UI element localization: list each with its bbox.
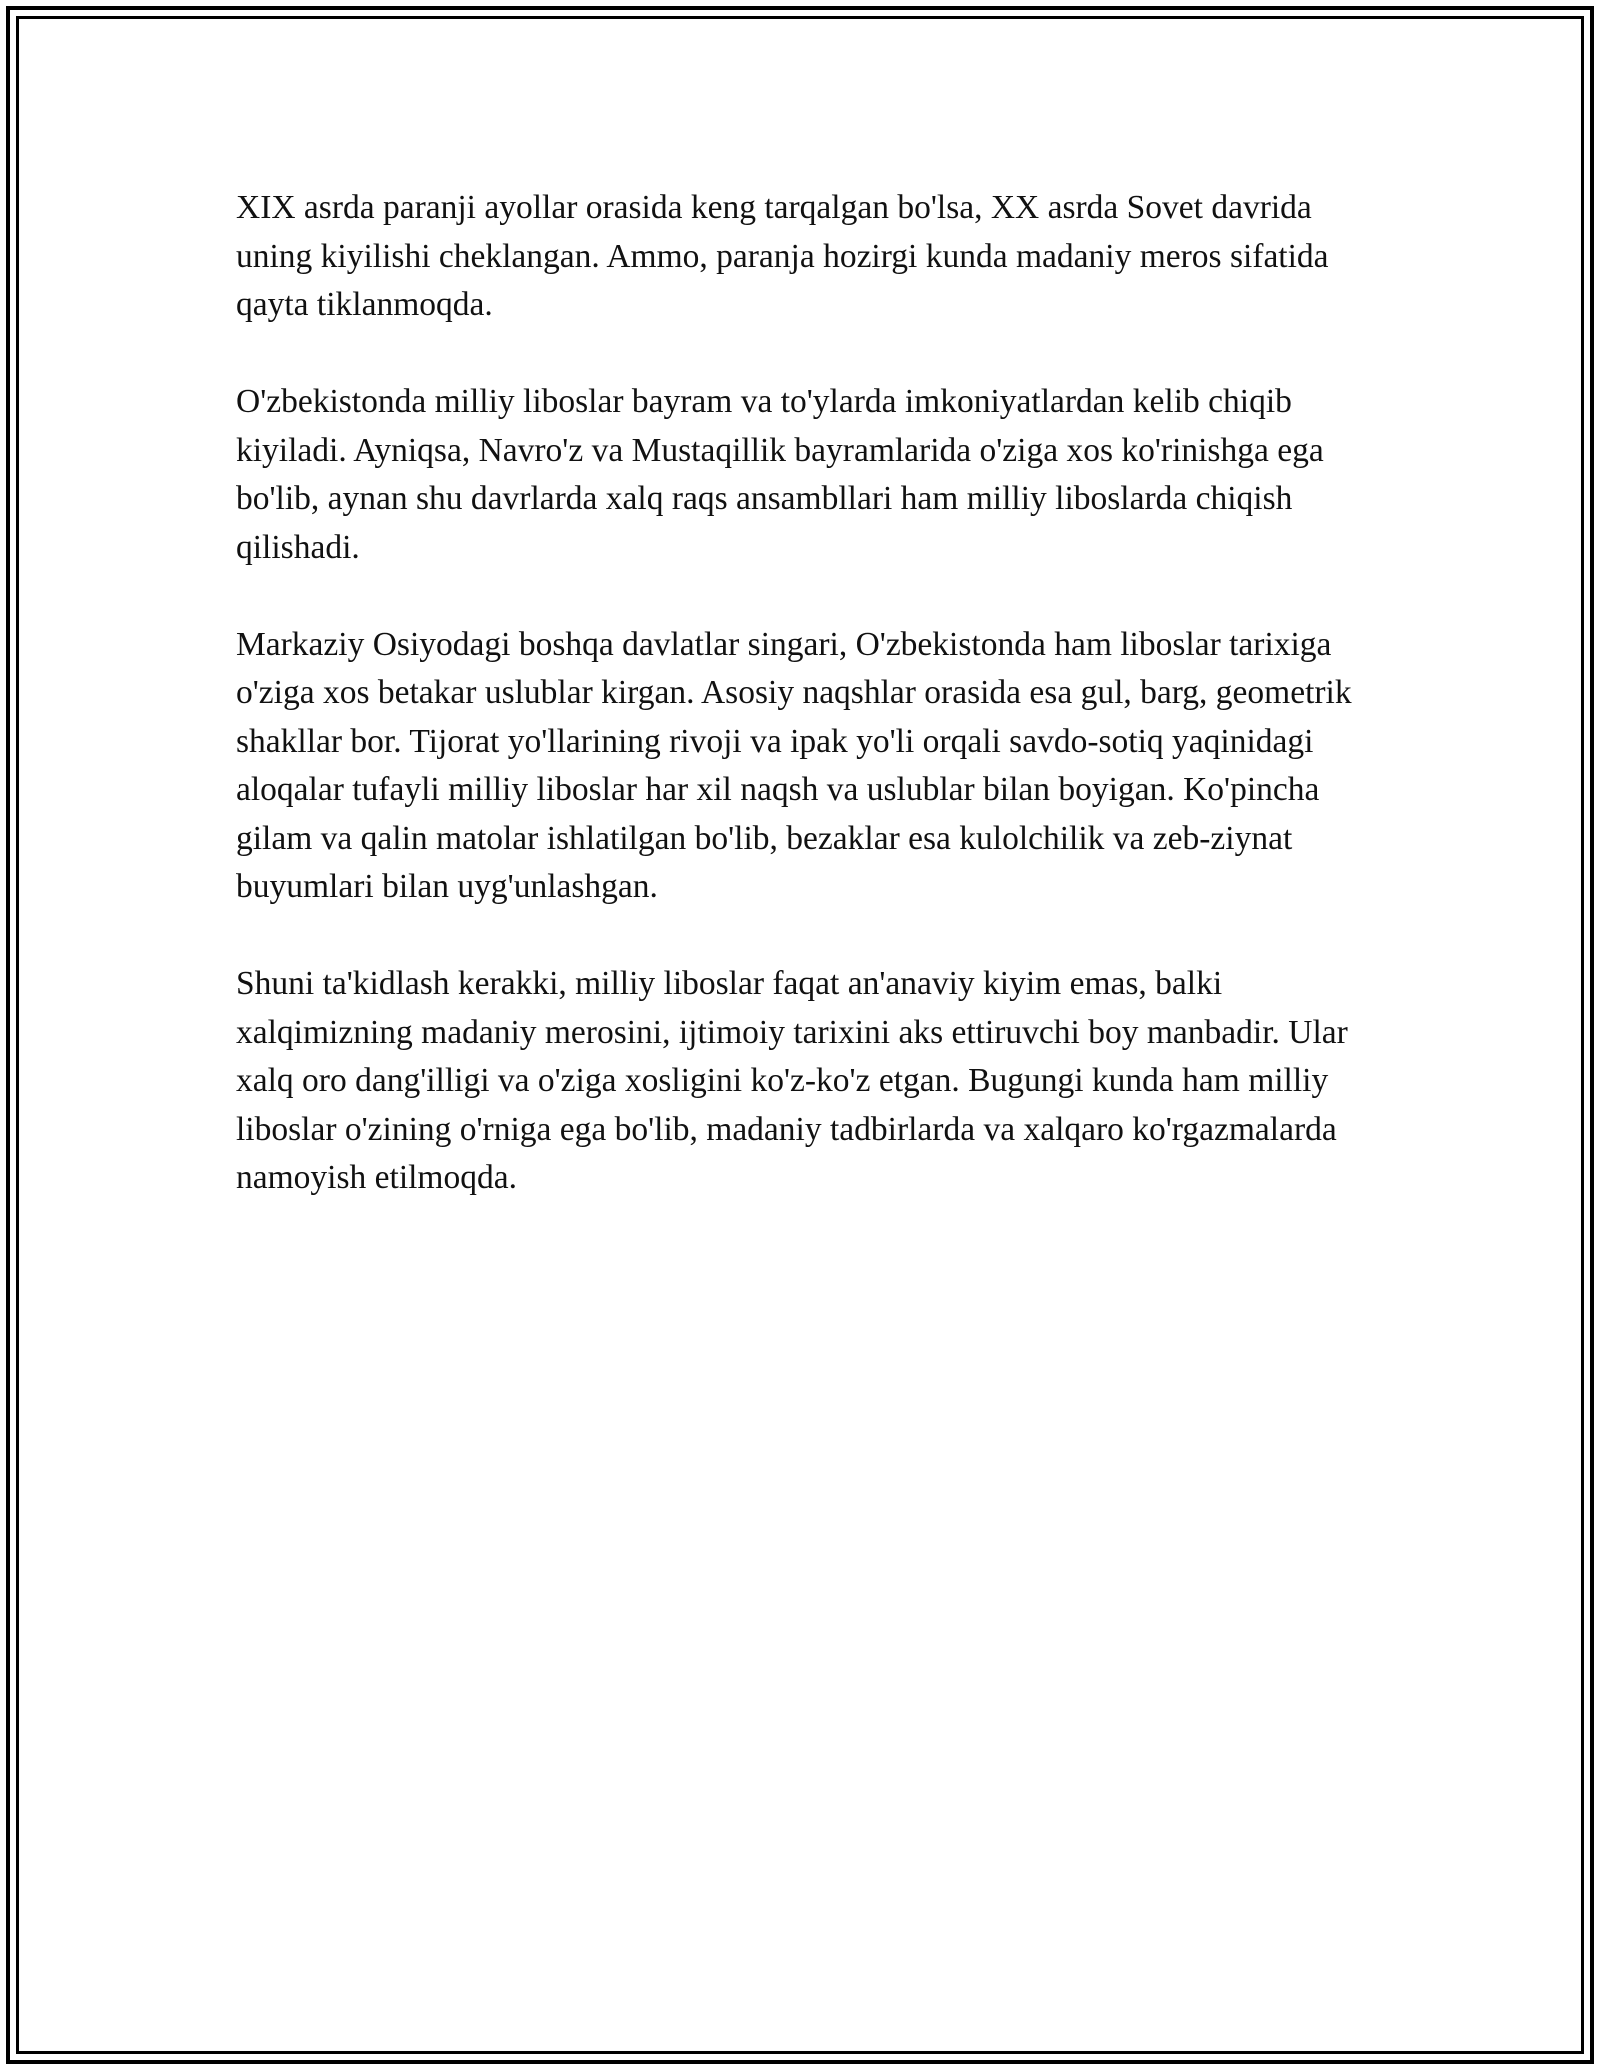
paragraph-4: Shuni ta'kidlash kerakki, milliy liboslar faqat an'anaviy kiyim emas, balki xalqimizning madaniy merosini, ijtimoiy tarixini aks ettiruvchi boy manbadir. Ular xalq oro dang'illigi va o'ziga xosligini ko'z-ko'z etgan. Bugungi kunda ham milliy liboslar o'zining o'rniga ega bo'lib, madaniy tadbirlarda va xalqaro ko'rgazmalarda namoyish etilmoqda. bbox=[236, 965, 1348, 1196]
document-body bbox=[236, 184, 1386, 1251]
paragraph-2: O'zbekistonda milliy liboslar bayram va to'ylarda imkoniyatlardan kelib chiqib kiyiladi. Ayniqsa, Navro'z va Mustaqillik bayramlarida o'ziga xos ko'rinishga ega bo'lib, aynan shu davrlarda xalq raqs ansambllari ham milliy liboslarda chiqish qilishadi. bbox=[236, 383, 1324, 566]
paragraph-3: Markaziy Osiyodagi boshqa davlatlar singari, O'zbekistonda ham liboslar tarixiga o'ziga xos betakar uslublar kirgan. Asosiy naqshlar orasida esa gul, barg, geometrik shakllar bor. Tijorat yo'llarining rivoji va ipak yo'li orqali savdo-sotiq yaqinidagi aloqalar tufayli milliy liboslar har xil naqsh va uslublar bilan boyigan. Ko'pincha gilam va qalin matolar ishlatilgan bo'lib, bezaklar esa kulolchilik va zeb-ziynat buyumlari bilan uyg'unlashgan. bbox=[236, 625, 1352, 905]
paragraph-1: XIX asrda paranji ayollar orasida keng tarqalgan bo'lsa, XX asrda Sovet davrida uning kiyilishi cheklangan. Ammo, paranja hozirgi kunda madaniy meros sifatida qayta tiklanmoqda. bbox=[236, 189, 1329, 323]
